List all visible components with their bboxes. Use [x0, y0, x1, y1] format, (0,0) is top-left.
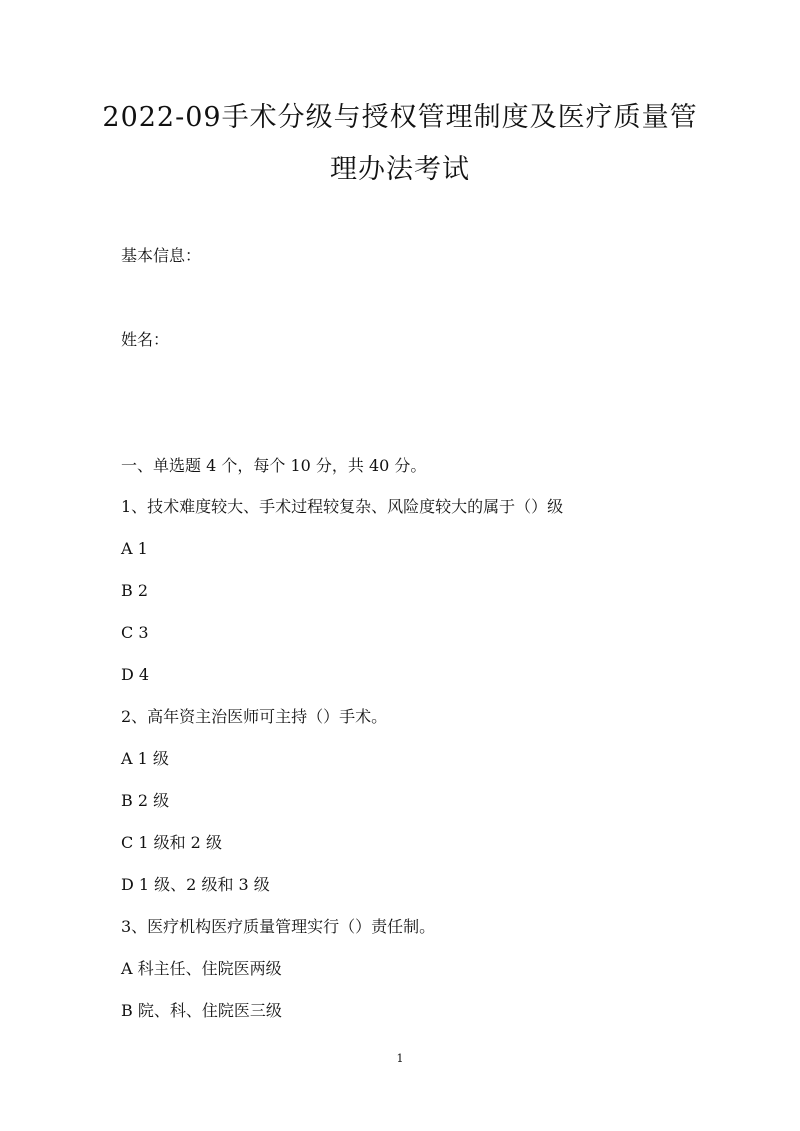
question-1-option-b: B 2	[121, 581, 149, 600]
section-header: 一、单选题 4 个，每个 10 分，共 40 分。	[121, 456, 427, 475]
page-number: 1	[396, 1052, 404, 1065]
document-title	[100, 92, 700, 196]
question-1-stem: 1、技术难度较大、手术过程较复杂、风险度较大的属于（）级	[121, 497, 564, 516]
question-1-option-d: D 4	[121, 665, 150, 684]
question-2-option-d: D 1 级、2 级和 3 级	[121, 875, 270, 894]
question-3-stem: 3、医疗机构医疗质量管理实行（）责任制。	[121, 917, 436, 936]
question-1-option-a: A 1	[121, 539, 148, 558]
question-3-option-a: A 科主任、住院医两级	[121, 959, 282, 978]
question-2-option-b: B 2 级	[121, 791, 170, 810]
question-2-stem: 2、高年资主治医师可主持（）手术。	[121, 707, 388, 726]
question-3-option-b: B 院、科、住院医三级	[121, 1001, 282, 1020]
basic-info-label: 基本信息：	[121, 246, 202, 265]
name-label: 姓名：	[121, 330, 170, 349]
question-2-option-c: C 1 级和 2 级	[121, 833, 222, 852]
question-2-option-a: A 1 级	[121, 749, 169, 768]
title-line-1: 2022-09手术分级与授权管理制度及医疗质量管	[102, 102, 698, 133]
title-line-2: 理办法考试	[330, 154, 470, 185]
question-1-option-c: C 3	[121, 623, 149, 642]
